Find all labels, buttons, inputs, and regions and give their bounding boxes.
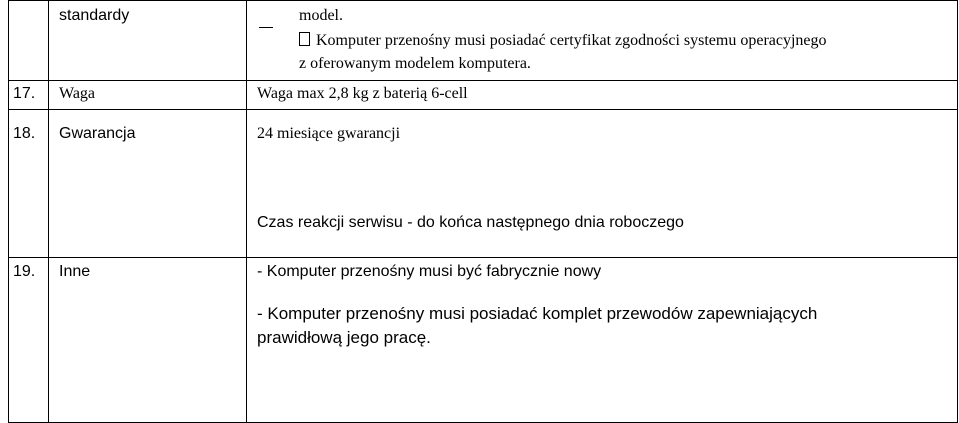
row-description-cell [247, 81, 958, 110]
row-name-cell [49, 1, 247, 81]
row-name: Gwarancja [59, 125, 136, 142]
row-number-cell [9, 1, 49, 81]
description-line: Waga max 2,8 kg z baterią 6-cell [257, 85, 468, 102]
description-line: model. [299, 7, 343, 24]
table-row [9, 258, 958, 423]
description-line: z oferowanym modelem komputera. [299, 55, 531, 72]
row-name-cell [49, 81, 247, 110]
table-row [9, 110, 958, 258]
specification-table [8, 0, 958, 423]
row-number-cell [9, 81, 49, 110]
description-line: - Komputer przenośny musi posiadać komplet przewodów zapewniających [257, 304, 818, 323]
row-description-cell [247, 110, 958, 258]
row-number-cell [9, 110, 49, 258]
dash-bullet-icon [259, 27, 273, 28]
row-number: 19. [13, 263, 36, 280]
row-number-cell [9, 258, 49, 423]
row-name-cell [49, 258, 247, 423]
description-line: Komputer przenośny musi posiadać certyfikat zgodności systemu operacyjnego [316, 32, 827, 49]
description-line: prawidłową jego pracę. [257, 328, 431, 347]
row-name: Waga [59, 85, 96, 102]
table-row [9, 81, 958, 110]
row-description-cell [247, 258, 958, 423]
row-number: 17. [13, 85, 36, 102]
row-description-cell [247, 1, 958, 81]
row-name: Inne [59, 263, 91, 280]
description-line: 24 miesiące gwarancji [257, 125, 401, 142]
row-name: standardy [59, 7, 130, 24]
description-line: - Komputer przenośny musi być fabrycznie nowy [257, 263, 602, 280]
row-number: 18. [13, 125, 36, 142]
row-name-cell [49, 110, 247, 258]
description-line: Czas reakcji serwisu - do końca następnego dnia roboczego [257, 214, 684, 231]
checkbox-glyph-icon [299, 32, 310, 46]
table-row [9, 1, 958, 81]
